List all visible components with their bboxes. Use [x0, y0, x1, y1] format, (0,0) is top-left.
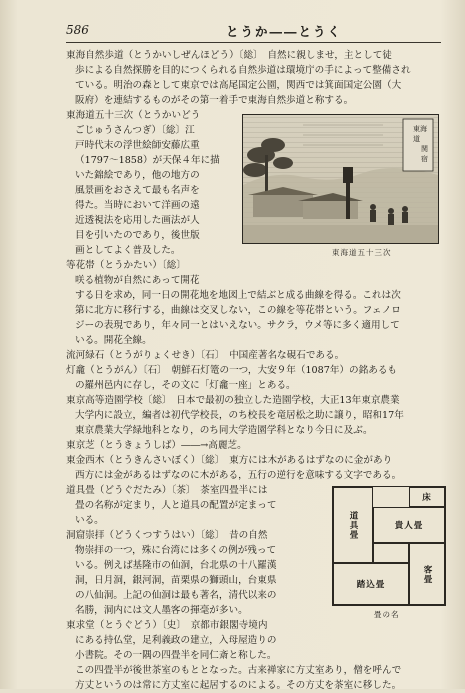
entry-line: 流河緑石（とうがりょくせき）〔石〕 中国産著名な硯石である。 — [66, 350, 345, 361]
running-head: とうか――とうく — [226, 24, 343, 39]
entry-line: 風景画をおさえて最も名声を — [75, 185, 200, 196]
entry-line: 得た。当時において洋画の遠 — [75, 200, 200, 211]
entry-line: 東京農業大学緑地科となり，のち同大学造園学科となり今日に及ぶ。 — [75, 425, 373, 436]
entry-line: 戸時代末の浮世絵師安藤広重 — [75, 140, 200, 151]
entry-togudo — [66, 618, 448, 693]
tatami-kinin: 貴人畳 — [373, 507, 445, 543]
entry-line: の羅州邑内に存し，その文に「灯龕一座」とある。 — [75, 380, 296, 391]
entry-line: 道具畳（どうぐだたみ）〔茶〕 茶室四畳半には — [66, 485, 268, 496]
entry-line: 大学内に設立，編者は初代学校長，のち校長を竜居松之助に譲り，昭和17年 — [75, 410, 404, 421]
entry-line: （1797～1858）が天保４年に描 — [75, 155, 220, 166]
entry-line: 東求堂（とうぐどう）〔史〕 京都市銀閣寺境内 — [66, 620, 268, 631]
entry-line: 咲る植物が自然にあって開花 — [75, 275, 200, 286]
woodblock-caption: 東海道五十三次 — [332, 248, 392, 257]
entry-line: 東金西木（とうきんさいぼく）〔総〕 東方には木があるはずなのに金があり — [66, 455, 393, 466]
entry-tokai-shizen-hodo — [66, 48, 448, 108]
entry-line: 東京芝（とうきょうしば）――→高麗芝。 — [66, 440, 247, 451]
entry-tokin-saiboku — [66, 453, 448, 483]
entry-line: ジーの表現であり，年々同一とはいえない。サクラ，ウメ等に多く適用して — [75, 320, 400, 331]
entry-line: 灯龕（とうがん）〔石〕 朝鮮石灯篭の一つ，大安９年（1087年）の銘あるも — [66, 365, 398, 376]
woodblock-inscription: 東海 — [413, 125, 427, 133]
entry-line: 等花帯（とうかたい）〔総〕 — [66, 260, 186, 271]
entry-line: ている。明治の森として東京では高尾国定公園，関西では箕面国定公園（大 — [75, 80, 402, 91]
entry-line: 小書院。その一隅の四畳半を同仁斎と称した。 — [75, 650, 277, 661]
entry-tokatai — [66, 258, 236, 288]
entry-tokyo-shiba — [66, 438, 448, 453]
entry-line: 洞，日月洞，銀河洞，苗栗県の獅頭山，台東県 — [75, 575, 277, 586]
entry-line: いる。 — [75, 515, 104, 526]
entry-line: 第に北方に移行する，曲線は交叉しない，この線を等花帯という。フェノロ — [75, 305, 401, 316]
entry-tokyo-zoen-gakko — [66, 393, 448, 438]
svg-text:道: 道 — [413, 135, 420, 143]
entry-line: 近透視法を応用した画法が人 — [75, 215, 200, 226]
entry-line: この四畳半が後世茶室のもととなった。古来禅家に方丈室あり，僧を呼んで — [75, 665, 402, 676]
page-header — [66, 20, 441, 43]
entry-line: 阪府）を連結するものがその第一着手で東海自然歩道と称する。 — [75, 95, 354, 106]
entry-line: ごじゅうさんつぎ）〔総〕江 — [75, 125, 195, 136]
tatami-layout-diagram — [332, 486, 446, 606]
entry-togaryokuseki — [66, 348, 448, 363]
woodblock-drawing — [243, 115, 438, 243]
entry-line: の八仙洞。上記の仙洞は最も著名，清代以来の — [75, 590, 277, 601]
entry-line: 畳の名称が定まり，人と道具の配置が定まって — [75, 500, 277, 511]
entry-line: 名勝，洞内には文人墨客の揮毫が多い。 — [75, 605, 248, 616]
entry-line: 東京高等造園学校〔総〕 日本で最初の独立した造園学校，大正13年東京農業 — [66, 395, 400, 406]
entry-tokatai-cont — [66, 288, 448, 348]
entry-line: 東海道五十三次（とうかいどう — [66, 110, 201, 121]
tatami-fumikomi: 踏込畳 — [333, 563, 409, 605]
entry-line: にある持仏堂，足利義政の建立，入母屋造りの — [75, 635, 277, 646]
entry-line: 東海自然歩道（とうかいしぜんほどう）〔総〕 自然に親しませ，主として徒 — [66, 50, 392, 61]
tatami-caption: 畳の名 — [374, 610, 400, 619]
page-number: 586 — [66, 23, 89, 37]
entry-togan — [66, 363, 448, 393]
entry-line: 目を引いたのであり，後世版 — [75, 230, 200, 241]
entry-line: いる。例えば基隆市の仙洞，台北県の十八羅漢 — [75, 560, 277, 571]
entry-line: いた錦絵であり，他の地方の — [75, 170, 200, 181]
entry-line: 方丈というのは常に方丈室に起居するのによる。その方丈を茶室に移した。 — [75, 680, 402, 691]
tatami-toko: 床 — [409, 487, 445, 507]
entry-line: する日を求め，同一日の開花地を地図上で結ぶと成る曲線を得る。これは次 — [75, 290, 401, 301]
entry-line: 歩による自然探勝を目的につくられる自然歩道は環境庁の手によって整備され — [75, 65, 411, 76]
entry-line: 画としてよく普及した。 — [75, 245, 181, 256]
entry-line: 洞窟崇拝（どうくつすうはい）〔総〕 昔の自然 — [66, 530, 268, 541]
svg-text:関: 関 — [421, 145, 428, 153]
entry-line: 西方には金があるはずなのに木がある，五行の逆行を意味する文字である。 — [75, 470, 402, 481]
entry-tokaido-53 — [66, 108, 236, 258]
entry-line: いる。開花全線。 — [75, 335, 152, 346]
tatami-kyaku: 客畳 — [409, 543, 445, 605]
tatami-dogu: 道具畳 — [333, 487, 373, 563]
tokaido-woodblock-illustration — [242, 114, 439, 244]
entry-line: 物崇拝の一つ，殊に台湾には多くの例が残って — [75, 545, 277, 556]
tatami-center — [373, 543, 409, 563]
svg-text:宿: 宿 — [421, 155, 428, 163]
